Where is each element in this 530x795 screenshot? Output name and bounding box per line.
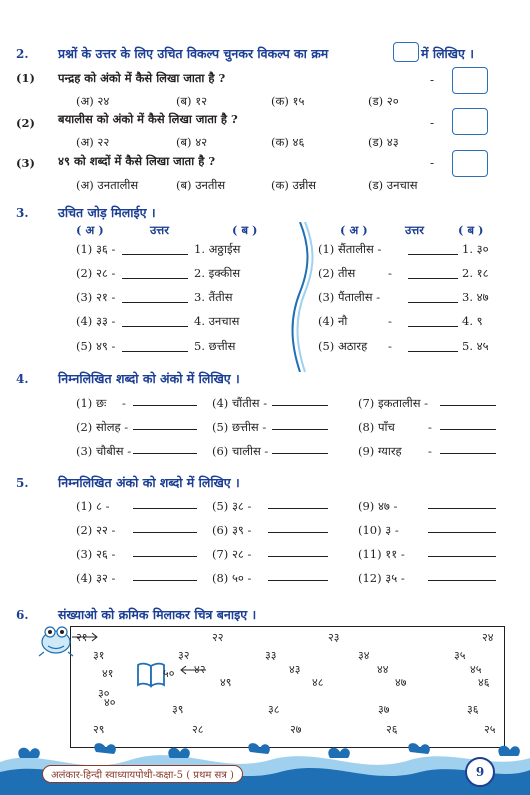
section-2-title-end: में लिखिए ।	[421, 46, 475, 61]
section-4-title: निम्नलिखित शब्दो को अंको में लिखिए ।	[58, 371, 240, 386]
dot-label: ३१	[93, 649, 105, 662]
number-item: (9) ४७ -	[358, 499, 398, 513]
dot-label: ४६	[478, 676, 490, 689]
section-4-number: 4.	[16, 372, 29, 386]
section-5-title: निम्नलिखित अंको को शब्दो में लिखिए ।	[58, 475, 240, 490]
number-item: (2) २२ -	[76, 523, 116, 537]
answer-blank[interactable]	[268, 508, 328, 509]
answer-blank[interactable]	[268, 556, 328, 557]
answer-blank[interactable]	[122, 351, 188, 352]
number-item: (5) ३८ -	[212, 499, 252, 513]
match-left-item: (5) ४९ -	[76, 339, 116, 353]
dot-label: २६	[386, 723, 398, 736]
answer-dash: -	[388, 266, 392, 280]
dot-label: ३६	[467, 703, 479, 716]
word-item: (2) सोलह -	[76, 420, 129, 434]
match-right-item: 4. उनचास	[194, 314, 240, 328]
dot-label: ३४	[358, 649, 370, 662]
number-item: (7) २८ -	[212, 547, 252, 561]
option: (ब) ४२	[176, 135, 208, 149]
match-right-item: 2. १८	[462, 266, 489, 280]
word-item: (7) इकतालीस -	[358, 396, 429, 410]
match-left-item: (4) ३३ -	[76, 314, 116, 328]
option: (ड) उनचास	[368, 178, 418, 192]
answer-blank[interactable]	[428, 508, 496, 509]
section-5-number: 5.	[16, 476, 29, 490]
match-left-item: (2) २८ -	[76, 266, 116, 280]
answer-blank[interactable]	[428, 556, 496, 557]
book-icon	[136, 661, 166, 689]
number-item: (4) ३२ -	[76, 571, 116, 585]
answer-box[interactable]	[452, 67, 488, 94]
answer-dash: -	[428, 444, 432, 458]
column-header-answer: उत्तर	[150, 223, 169, 237]
answer-blank[interactable]	[122, 326, 188, 327]
word-item: (6) चालीस -	[212, 444, 269, 458]
question-number: (3)	[16, 156, 35, 170]
answer-blank[interactable]	[122, 302, 188, 303]
number-item: (3) २६ -	[76, 547, 116, 561]
dot-label: २४	[482, 631, 494, 644]
dot-label: ५०	[163, 667, 175, 680]
answer-box[interactable]	[452, 150, 488, 177]
word-item: (4) चौंतीस -	[212, 396, 268, 410]
question-number: (2)	[16, 116, 35, 130]
column-header-b: ( ब )	[458, 223, 484, 237]
answer-blank[interactable]	[268, 532, 328, 533]
dot-label: ४८	[312, 676, 324, 689]
dot-label: ३९	[172, 703, 184, 716]
match-right-item: 5. छत्तीस	[194, 339, 236, 353]
option: (अ) उनतालीस	[76, 178, 139, 192]
match-left-item: (3) पैंतालीस -	[318, 290, 381, 304]
answer-blank[interactable]	[440, 429, 496, 430]
option: (क) ४६	[271, 135, 305, 149]
answer-blank[interactable]	[272, 429, 328, 430]
answer-blank[interactable]	[428, 532, 496, 533]
answer-blank[interactable]	[408, 326, 458, 327]
match-right-item: 4. ९	[462, 314, 483, 328]
answer-dash: -	[388, 339, 392, 353]
dot-label: ४०	[104, 696, 116, 709]
dot-label: ३५	[454, 649, 466, 662]
answer-blank[interactable]	[133, 429, 197, 430]
section-2-title: प्रश्नों के उत्तर के लिए उचित विकल्प चुनकर विकल्प का क्रम	[58, 46, 329, 61]
number-item: (10) ३ -	[358, 523, 399, 537]
question-text: पन्द्रह को अंको में कैसे लिखा जाता है ?	[58, 71, 226, 85]
match-left-item: (2) तीस	[318, 266, 356, 280]
dot-label: २१	[76, 631, 88, 644]
dot-label: २३	[328, 631, 340, 644]
wavy-divider	[288, 222, 318, 372]
section-2-sample-box	[393, 42, 419, 62]
dot-label: ३८	[268, 703, 280, 716]
dot-label: २९	[93, 723, 105, 736]
answer-box[interactable]	[452, 108, 488, 135]
match-left-item: (1) सैंतालीस -	[318, 242, 382, 256]
option: (अ) २४	[76, 94, 110, 108]
option: (ब) १२	[176, 94, 208, 108]
word-item: (8) पाँच	[358, 420, 395, 434]
section-3-number: 3.	[16, 206, 29, 220]
option: (क) १५	[271, 94, 305, 108]
footer-book-title: अलंकार-हिन्दी स्वाध्यायपोथी-कक्षा-5 ( प्रथम सत्र )	[42, 765, 243, 783]
number-item: (1) ८ -	[76, 499, 110, 513]
dot-label: ४७	[395, 676, 407, 689]
answer-blank[interactable]	[408, 278, 458, 279]
dot-label: २५	[484, 723, 496, 736]
answer-blank[interactable]	[440, 405, 496, 406]
answer-blank[interactable]	[122, 278, 188, 279]
column-header-b: ( ब )	[232, 223, 258, 237]
section-6-number: 6.	[16, 608, 29, 622]
number-item: (11) ११ -	[358, 547, 405, 561]
answer-dash: -	[430, 116, 435, 130]
section-3-title: उचित जोड़ मिलाईए ।	[58, 205, 156, 220]
number-item: (12) ३५ -	[358, 571, 405, 585]
dot-label: ४१	[102, 667, 114, 680]
dot-label: ४९	[220, 676, 232, 689]
answer-blank[interactable]	[408, 351, 458, 352]
option: (ड) ४३	[368, 135, 399, 149]
word-item: (3) चौबीस -	[76, 444, 132, 458]
answer-blank[interactable]	[428, 580, 496, 581]
match-left-item: (4) नौ	[318, 314, 348, 328]
section-2-number: 2.	[16, 47, 29, 61]
answer-dash: -	[430, 156, 435, 170]
word-item: (5) छत्तीस -	[212, 420, 267, 434]
dot-label: ३७	[378, 703, 390, 716]
option: (क) उन्नीस	[271, 178, 317, 192]
column-header-a: ( अ )	[340, 223, 368, 237]
dot-label: ४२	[194, 663, 206, 676]
number-item: (6) ३९ -	[212, 523, 252, 537]
word-item: (9) ग्यारह	[358, 444, 402, 458]
answer-dash: -	[428, 420, 432, 434]
dot-label: ४५	[470, 663, 482, 676]
answer-blank[interactable]	[408, 254, 458, 255]
answer-blank[interactable]	[408, 302, 458, 303]
question-number: (1)	[16, 71, 35, 85]
option: (ड) २०	[368, 94, 399, 108]
page-number: 9	[465, 757, 495, 787]
answer-blank[interactable]	[133, 532, 197, 533]
answer-blank[interactable]	[133, 508, 197, 509]
dot-label: ३०	[98, 687, 110, 700]
dot-label: २७	[290, 723, 302, 736]
answer-blank[interactable]	[133, 556, 197, 557]
match-right-item: 3. तैंतीस	[194, 290, 233, 304]
dot-label: ३२	[178, 649, 190, 662]
option: (अ) २२	[76, 135, 110, 149]
section-6-title: संख्याओ को क्रमिक मिलाकर चित्र बनाइए ।	[58, 607, 257, 622]
match-right-item: 2. इक्कीस	[194, 266, 241, 280]
option: (ब) उनतीस	[176, 178, 226, 192]
answer-blank[interactable]	[122, 254, 188, 255]
answer-blank[interactable]	[440, 453, 496, 454]
match-right-item: 1. ३०	[462, 242, 489, 256]
column-header-a: ( अ )	[76, 223, 104, 237]
answer-dash: -	[122, 396, 126, 410]
match-left-item: (1) ३६ -	[76, 242, 116, 256]
answer-blank[interactable]	[268, 580, 328, 581]
match-right-item: 3. ४७	[462, 290, 489, 304]
match-left-item: (3) २१ -	[76, 290, 116, 304]
answer-blank[interactable]	[133, 405, 197, 406]
question-text: बयालीस को अंको में कैसे लिखा जाता है ?	[58, 112, 238, 126]
answer-blank[interactable]	[272, 453, 328, 454]
answer-blank[interactable]	[133, 453, 197, 454]
dot-label: २२	[212, 631, 224, 644]
match-left-item: (5) अठारह	[318, 339, 368, 353]
match-right-item: 5. ४५	[462, 339, 489, 353]
dot-label: २८	[192, 723, 204, 736]
dot-label: ४३	[289, 663, 301, 676]
match-right-item: 1. अठ्ठाईस	[194, 242, 241, 256]
question-text: ४९ को शब्दों में कैसे लिखा जाता है ?	[58, 154, 216, 168]
answer-dash: -	[388, 314, 392, 328]
number-item: (8) ५० -	[212, 571, 252, 585]
answer-dash: -	[430, 73, 435, 87]
answer-blank[interactable]	[133, 580, 197, 581]
dot-label: ३३	[265, 649, 277, 662]
answer-blank[interactable]	[272, 405, 328, 406]
word-item: (1) छः	[76, 396, 107, 410]
dot-label: ४४	[377, 663, 389, 676]
column-header-answer: उत्तर	[405, 223, 424, 237]
